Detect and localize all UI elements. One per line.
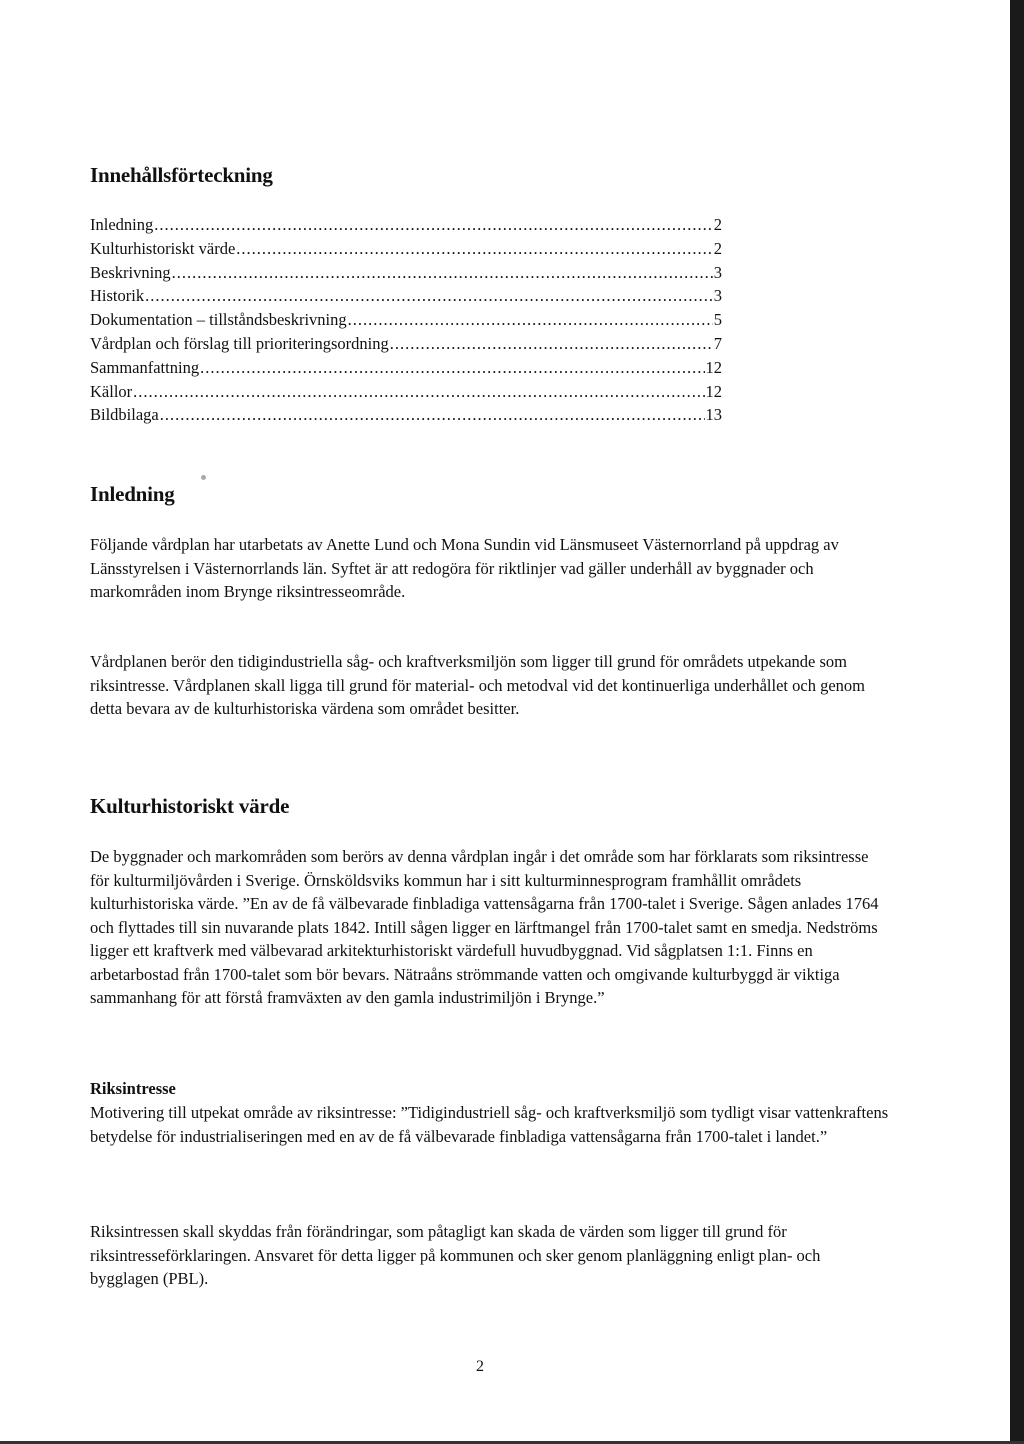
kulturhistoriskt-paragraph-1: De byggnader och markområden som berörs av denna vårdplan ingår i det område som har förklarats som riksintresse för kulturmiljövården i Sverige. Örnsköldsviks kommun har i sitt kulturminnesprogram framhållit områdets kulturhistoriska värde. ”En av de få välbevarade finbladiga vattensågarna från 1700-talet i Sverige. Sågen anlades 1764 och flyttades till sin nuvarande plats 1842. Intill sågen ligger en lärftmangel från 1700-talet samt en smedja. Nedströms ligger ett kraftverk med välbevarad arkitekturhistoriskt värdefull huvudbyggnad. Vid sågplatsen 1:1. Finns en arbetarbostad från 1700-talet som bör bevars. Nätraåns strömmande vatten och omgivande kulturbyggd är viktiga sammanhang för att förstå framväxten av den gamla industrimiljön i Brynge.” (90, 847, 879, 1007)
toc-entry (90, 308, 722, 332)
toc-entry-page: 13 (705, 405, 722, 425)
toc-leader-dots (145, 284, 713, 308)
toc-leader-dots (390, 332, 713, 356)
toc-leader-dots (160, 403, 705, 427)
toc-entry-page: 3 (713, 286, 722, 306)
toc-leader-dots (172, 261, 713, 285)
toc-entry (90, 356, 722, 380)
subheading-riksintresse: Riksintresse (90, 1079, 176, 1098)
toc-entry-label: Beskrivning (90, 262, 171, 282)
toc-entry (90, 261, 722, 285)
toc-entry-page: 3 (713, 262, 722, 282)
inledning-paragraph-1: Följande vårdplan har utarbetats av Anette Lund och Mona Sundin vid Länsmuseet Västernorrland på uppdrag av Länsstyrelsen i Västernorrlands län. Syftet är att redogöra för riktlinjer vad gäller underhåll av byggnader och markområden inom Brynge riksintresseområde. (90, 535, 839, 601)
toc-entry (90, 237, 722, 261)
toc-entry (90, 332, 722, 356)
toc-entry-label: Källor (90, 381, 133, 401)
toc-leader-dots (200, 356, 704, 380)
toc-entry-page: 12 (705, 381, 722, 401)
toc-leader-dots (133, 380, 704, 404)
section-heading-kulturhistoriskt-varde: Kulturhistoriskt värde (90, 794, 290, 818)
toc-entry-page: 12 (705, 357, 722, 377)
toc-entry-label: Kulturhistoriskt värde (90, 238, 236, 258)
toc-entry-page: 2 (713, 215, 722, 234)
riksintresse-protection-paragraph: Riksintressen skall skyddas från förändringar, som påtagligt kan skada de värden som ligger till grund för riksintresseförklaringen. Ansvaret för detta ligger på kommunen och sker genom planläggning enligt plan- och bygglagen (PBL). (90, 1222, 821, 1288)
section-heading-inledning: Inledning (90, 482, 175, 506)
toc-entry (90, 284, 722, 308)
inledning-paragraph-2: Vårdplanen berör den tidigindustriella såg- och kraftverksmiljön som ligger till grund för områdets utpekande som riksintresse. Vårdplanen skall ligga till grund för material- och metodval vid det kontinuerliga underhållet och genom detta bevara av de kulturhistoriska värdena som området besitter. (90, 652, 865, 718)
riksintresse-paragraph: Motivering till utpekat område av riksintresse: ”Tidigindustriell såg- och kraftverksmiljö som tydligt visar vattenkraftens betydelse för industrialiseringen med en av de få välbevarade finbladiga vattensågarna från 1700-talet i landet.” (90, 1103, 889, 1146)
toc-entry-page: 7 (713, 333, 722, 353)
toc-entry-label: Bildbilaga (90, 405, 159, 425)
toc-entry-page: 2 (713, 238, 722, 258)
toc-entry-label: Historik (90, 286, 145, 306)
toc-entry-page: 5 (713, 310, 722, 330)
toc-entry-label: Vårdplan och förslag till prioriteringsordning (90, 333, 389, 353)
toc-leader-dots (348, 308, 713, 332)
toc-entry-label: Inledning (90, 215, 154, 234)
toc-leader-dots (236, 237, 712, 261)
scan-speck (201, 475, 206, 480)
table-of-contents (90, 213, 722, 427)
toc-entry-label: Sammanfattning (90, 357, 200, 377)
toc-entry (90, 403, 722, 427)
toc-entry (90, 380, 722, 404)
page-number: 2 (476, 1358, 484, 1375)
toc-entry-label: Dokumentation – tillståndsbeskrivning (90, 310, 347, 330)
toc-title: Innehållsförteckning (90, 163, 273, 187)
toc-entry (90, 213, 722, 237)
toc-leader-dots (154, 213, 713, 237)
scan-edge-right (1010, 0, 1024, 1444)
